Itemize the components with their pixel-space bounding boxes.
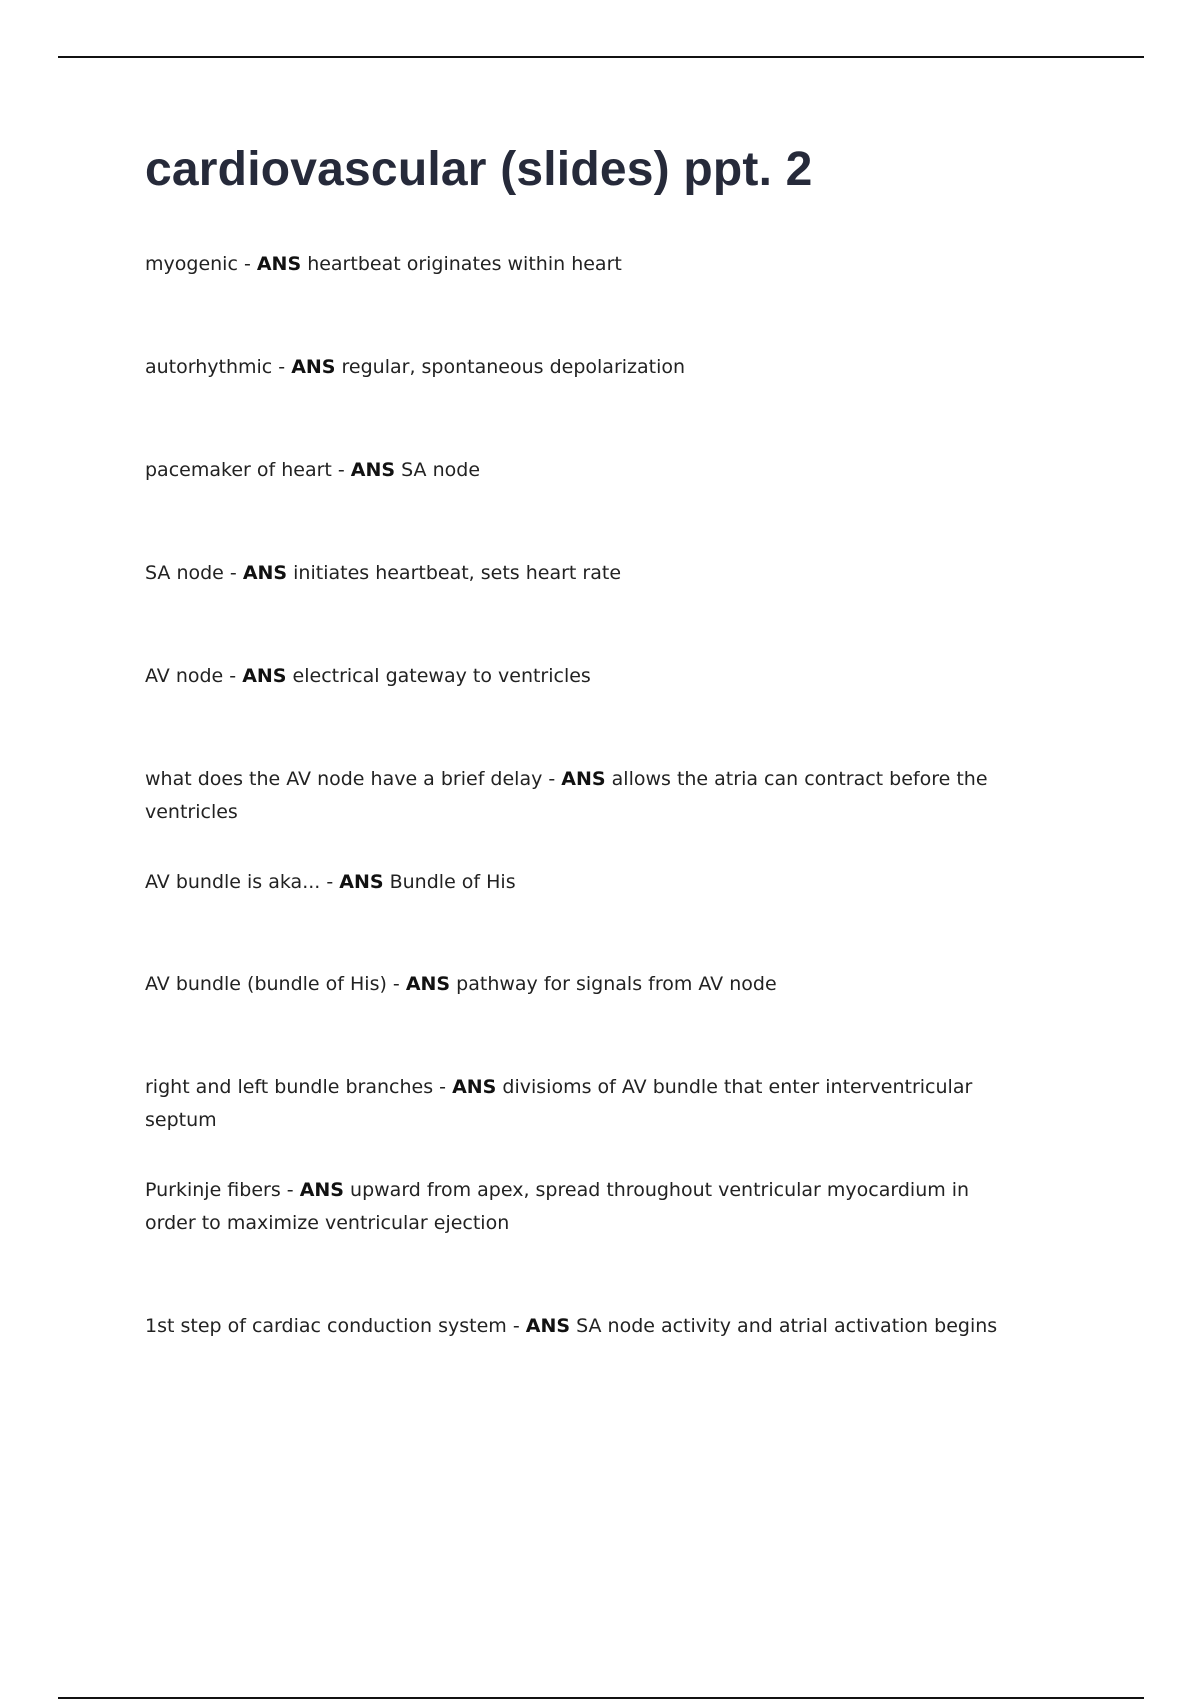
ans-label: ANS xyxy=(561,768,606,790)
qa-answer: divisioms of AV bundle that enter interventricular septum xyxy=(145,1076,973,1131)
qa-item-1 xyxy=(145,248,1025,281)
qa-term: SA node xyxy=(145,562,224,584)
qa-separator: - xyxy=(331,459,351,481)
qa-term: AV bundle (bundle of His) xyxy=(145,973,387,995)
ans-label: ANS xyxy=(291,356,336,378)
qa-term: autorhythmic xyxy=(145,356,273,378)
qa-separator: - xyxy=(237,253,257,275)
qa-answer: electrical gateway to ventricles xyxy=(292,665,591,687)
qa-answer: heartbeat originates within heart xyxy=(307,253,622,275)
qa-item-11 xyxy=(145,1310,1025,1343)
qa-term: Purkinje fibers xyxy=(145,1179,281,1201)
qa-item-4 xyxy=(145,557,1025,590)
qa-item-2 xyxy=(145,351,1025,384)
qa-separator: - xyxy=(542,768,562,790)
ans-label: ANS xyxy=(405,973,451,995)
ans-label: ANS xyxy=(525,1315,571,1337)
qa-item-9 xyxy=(145,1071,1025,1137)
qa-separator: - xyxy=(433,1076,453,1098)
qa-term: myogenic xyxy=(145,253,238,275)
qa-term: AV bundle is aka... xyxy=(145,871,321,893)
ans-label: ANS xyxy=(452,1076,497,1098)
qa-item-5 xyxy=(145,660,1025,693)
qa-item-6 xyxy=(145,763,1025,829)
qa-item-8 xyxy=(145,968,1025,1001)
qa-term: right and left bundle branches xyxy=(145,1076,434,1098)
qa-term: AV node xyxy=(145,665,224,687)
qa-separator: - xyxy=(280,1179,300,1201)
qa-answer: pathway for signals from AV node xyxy=(456,973,777,995)
document-title: cardiovascular (slides) ppt. 2 xyxy=(145,143,813,196)
qa-item-7 xyxy=(145,866,1025,899)
qa-answer: regular, spontaneous depolarization xyxy=(341,356,686,378)
bottom-rule xyxy=(58,1697,1144,1699)
qa-separator: - xyxy=(386,973,406,995)
qa-separator: - xyxy=(272,356,292,378)
qa-answer: allows the atria can contract before the ventricles xyxy=(145,768,988,823)
qa-separator: - xyxy=(506,1315,526,1337)
qa-separator: - xyxy=(223,665,243,687)
top-rule xyxy=(58,56,1144,58)
ans-label: ANS xyxy=(350,459,396,481)
qa-separator: - xyxy=(320,871,340,893)
ans-label: ANS xyxy=(242,665,287,687)
qa-item-10 xyxy=(145,1174,1025,1240)
qa-answer: Bundle of His xyxy=(389,871,516,893)
qa-term: what does the AV node have a brief delay xyxy=(145,768,543,790)
qa-answer: upward from apex, spread throughout ventricular myocardium in order to maximize ventricular ejection xyxy=(145,1179,970,1234)
ans-label: ANS xyxy=(256,253,302,275)
qa-answer: SA node activity and atrial activation begins xyxy=(576,1315,998,1337)
ans-label: ANS xyxy=(242,562,288,584)
ans-label: ANS xyxy=(299,1179,344,1201)
qa-answer: initiates heartbeat, sets heart rate xyxy=(293,562,622,584)
qa-term: 1st step of cardiac conduction system xyxy=(145,1315,507,1337)
qa-term: pacemaker of heart xyxy=(145,459,332,481)
qa-answer: SA node xyxy=(401,459,481,481)
qa-item-3 xyxy=(145,454,1025,487)
qa-separator: - xyxy=(223,562,243,584)
ans-label: ANS xyxy=(339,871,384,893)
